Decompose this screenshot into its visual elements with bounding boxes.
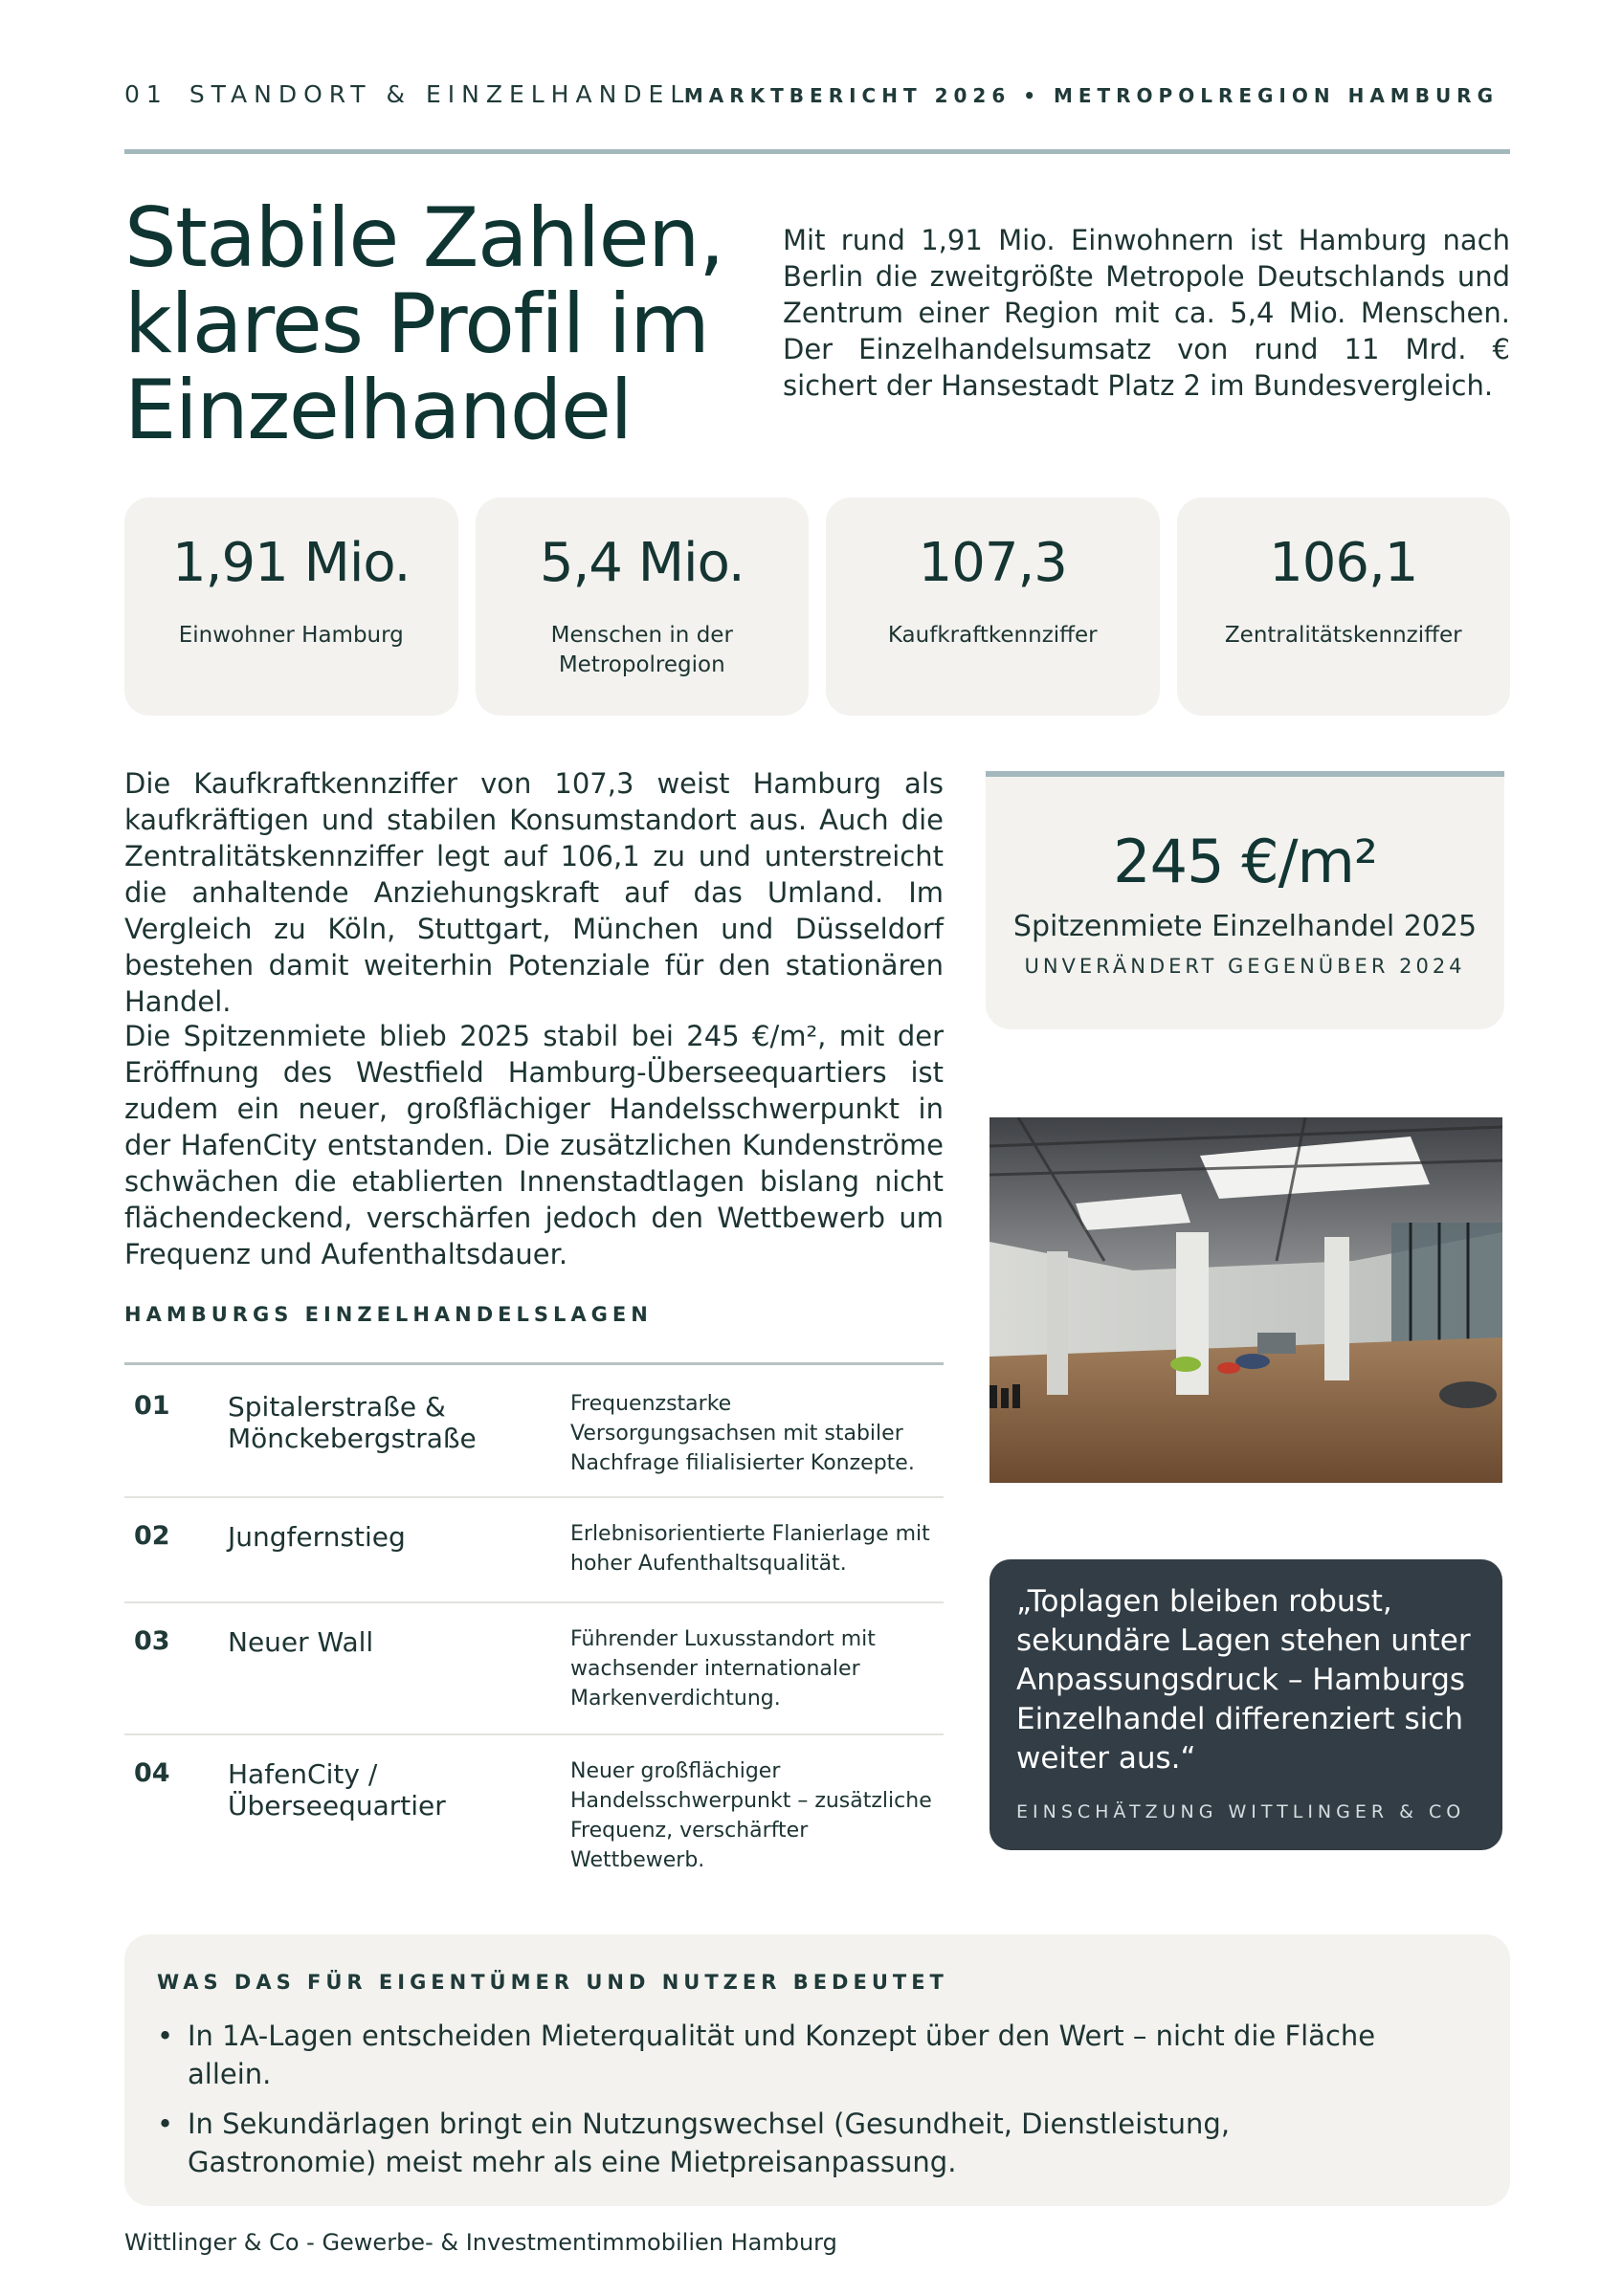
location-name: HafenCity / Überseequartier bbox=[228, 1758, 446, 1821]
stat-value: 107,3 bbox=[918, 532, 1067, 594]
row-number: 01 bbox=[134, 1391, 170, 1421]
stat-card-metropolitan-region bbox=[476, 497, 810, 716]
stat-label: Menschen in der Metropolregion bbox=[550, 623, 733, 677]
table-divider bbox=[124, 1362, 944, 1365]
prime-rent-label: Spitzenmiete Einzelhandel 2025 bbox=[1012, 910, 1478, 943]
row-number: 04 bbox=[134, 1758, 170, 1788]
stat-card-purchasing-power bbox=[826, 497, 1160, 716]
section-title: STANDORT & EINZELHANDEL bbox=[189, 80, 691, 108]
stat-label: Kaufkraftkennziffer bbox=[887, 623, 1098, 648]
page-title: Stabile Zahlen, klares Profil im Einzelhandel bbox=[124, 190, 723, 458]
section-number: 01 bbox=[124, 80, 168, 108]
prime-rent-highlight bbox=[986, 777, 1504, 1029]
list-item: • In Sekundärlagen bringt ein Nutzungswechsel (Gesundheit, Dienstleistung, Gastronomie) meist mehr als eine Mietpreisanpassung. bbox=[157, 2105, 1420, 2181]
bullet-icon: • bbox=[157, 2020, 174, 2052]
location-description: Führender Luxusstandort mit wachsender internationaler Markenverdichtung. bbox=[570, 1627, 876, 1711]
row-number: 02 bbox=[134, 1521, 170, 1551]
body-paragraph: Die Spitzenmiete blieb 2025 stabil bei 245 €/m², mit der Eröffnung des Westfield Hamburg-Überseequartiers ist zudem ein neuer, großflächiger Handelsschwerpunkt in der HafenCity entstanden. Die zusätzlichen Kundenströme schwächen die etablierten Innenstadtlagen bislang nicht flächendeckend, verschärfen jedoch den Wettbewerb um Frequenz und Aufenthaltsdauer. bbox=[124, 1020, 944, 1270]
header-divider bbox=[124, 149, 1510, 154]
prime-rent-note: UNVERÄNDERT GEGENÜBER 2024 bbox=[1024, 955, 1466, 978]
bullet-icon: • bbox=[157, 2108, 174, 2140]
stat-label: Zentralitätskennziffer bbox=[1224, 623, 1462, 648]
stats-row bbox=[124, 497, 1510, 716]
table-row bbox=[124, 1498, 944, 1603]
table-row bbox=[124, 1603, 944, 1735]
prime-rent-value: 245 €/m² bbox=[1113, 827, 1377, 896]
list-item: • In 1A-Lagen entscheiden Mieterqualität und Konzept über den Wert – nicht die Fläche allein. bbox=[157, 2017, 1420, 2093]
intro-paragraph: Mit rund 1,91 Mio. Einwohnern ist Hamburg nach Berlin die zweitgrößte Metropole Deutschlands und Zentrum einer Region mit ca. 5,4 Mio. Menschen. Der Einzelhandelsumsatz von rund 11 Mrd. € sichert der Hansestadt Platz 2 im Bundesvergleich. bbox=[783, 224, 1510, 402]
stat-value: 5,4 Mio. bbox=[539, 532, 745, 594]
footer-text: Wittlinger & Co - Gewerbe- & Investmentimmobilien Hamburg bbox=[124, 2229, 837, 2256]
stat-card-centrality bbox=[1177, 497, 1511, 716]
quote-text: „Toplagen bleiben robust, sekundäre Lagen stehen unter Anpassungsdruck – Hamburgs Einzelhandel differenziert sich weiter aus.“ bbox=[1016, 1584, 1471, 1776]
table-row bbox=[124, 1368, 944, 1498]
location-name: Spitalerstraße & Mönckebergstraße bbox=[228, 1391, 477, 1454]
location-description: Neuer großflächiger Handelsschwerpunkt – zusätzliche Frequenz, verschärfter Wettbewerb. bbox=[570, 1759, 932, 1872]
location-description: Frequenzstarke Versorgungsachsen mit stabiler Nachfrage filialisierter Konzepte. bbox=[570, 1392, 915, 1475]
stat-value: 106,1 bbox=[1269, 532, 1418, 594]
body-paragraph: Die Kaufkraftkennziffer von 107,3 weist Hamburg als kaufkräftigen und stabilen Konsumstandort aus. Auch die Zentralitätskennziffer legt auf 106,1 zu und unterstreicht die anhaltende Anziehungskraft auf das Umland. Im Vergleich zu Köln, Stuttgart, München und Düsseldorf bestehen damit weiterhin Potenziale für den stationären Handel. bbox=[124, 767, 944, 1018]
report-title: MARKTBERICHT 2026 • METROPOLREGION HAMBURG bbox=[683, 84, 1499, 107]
retail-locations-title: HAMBURGS EINZELHANDELSLAGEN bbox=[124, 1303, 653, 1326]
location-name: Neuer Wall bbox=[228, 1626, 374, 1658]
row-number: 03 bbox=[134, 1626, 170, 1656]
stat-value: 1,91 Mio. bbox=[172, 532, 411, 594]
quote-box bbox=[989, 1559, 1502, 1850]
section-heading bbox=[124, 80, 690, 108]
stat-card-population bbox=[124, 497, 458, 716]
location-name: Jungfernstieg bbox=[228, 1521, 406, 1553]
implications-box bbox=[124, 1934, 1510, 2206]
location-description: Erlebnisorientierte Flanierlage mit hoher Aufenthaltsqualität. bbox=[570, 1522, 930, 1576]
interior-photo bbox=[989, 1117, 1502, 1483]
implications-list bbox=[157, 2017, 1478, 2181]
implications-title: WAS DAS FÜR EIGENTÜMER UND NUTZER BEDEUTET bbox=[157, 1971, 948, 1994]
quote-source: EINSCHÄTZUNG WITTLINGER & CO bbox=[1016, 1801, 1466, 1822]
stat-label: Einwohner Hamburg bbox=[178, 623, 404, 648]
table-row bbox=[124, 1735, 944, 1888]
